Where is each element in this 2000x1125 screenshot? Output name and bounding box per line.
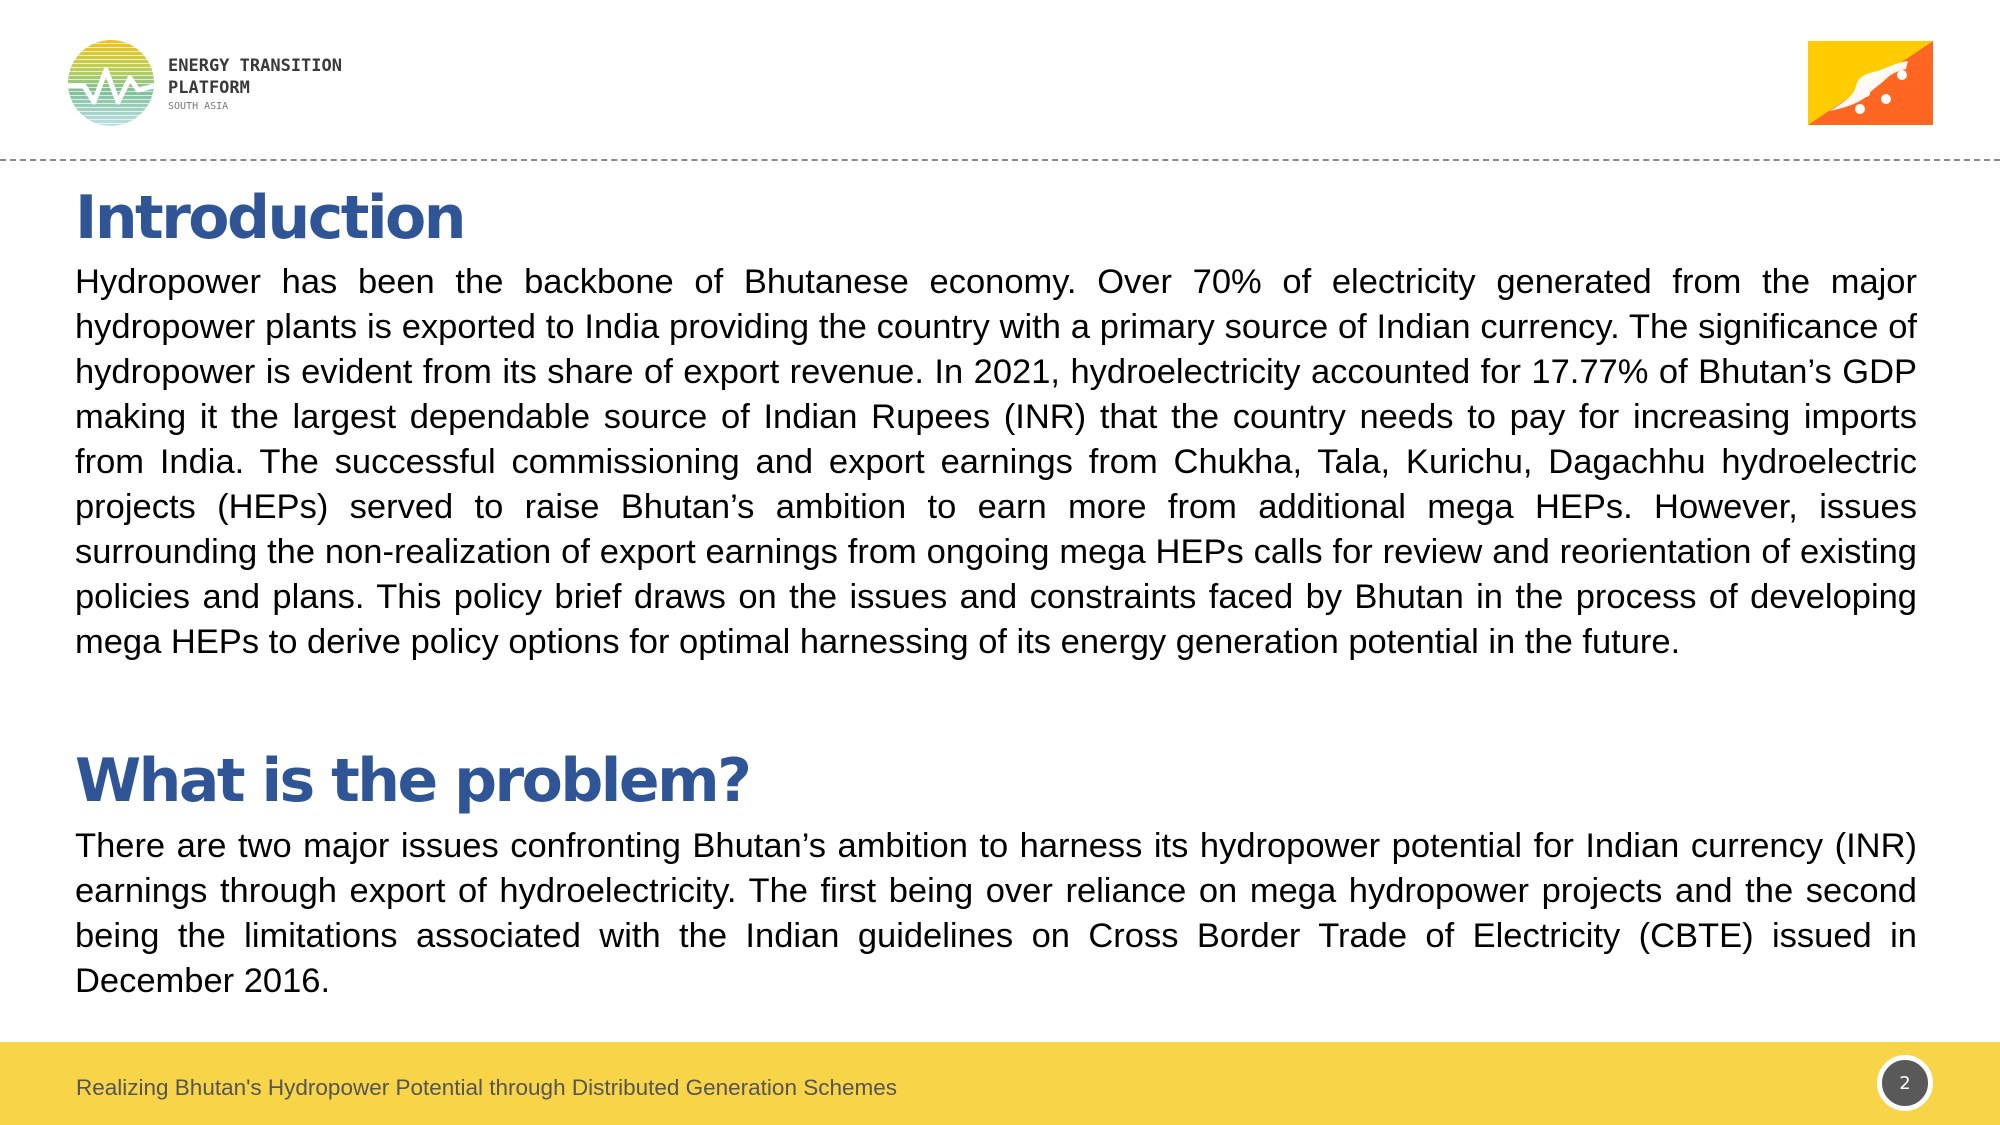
footer-bar: [0, 1042, 2000, 1125]
logo-line-3: SOUTH ASIA: [168, 100, 229, 112]
bhutan-flag-icon: [1808, 41, 1933, 125]
logo-line-1: ENERGY TRANSITION: [168, 55, 342, 76]
page-number: 2: [1877, 1055, 1933, 1111]
problem-body: There are two major issues confronting Bhutan’s ambition to harness its hydropower potential for Indian currency (INR) earnings through export of hydroelectricity. The first being over reliance on mega hydropower projects and the second being the limitations associated with the Indian guidelines on Cross Border Trade of Electricity (CBTE) issued in December 2016.: [75, 827, 1917, 1000]
energy-transition-platform-logo: [68, 40, 342, 126]
introduction-body: Hydropower has been the backbone of Bhutanese economy. Over 70% of electricity generated from the major hydropower plants is exported to India providing the country with a primary source of Indian currency. The significance of hydropower is evident from its share of export revenue. In 2021, hydroelectricity accounted for 17.77% of Bhutan’s GDP making it the largest dependable source of Indian Rupees (INR) that the country needs to pay for increasing imports from India. The successful commissioning and export earnings from Chukha, Tala, Kurichu, Dagachhu hydroelectric projects (HEPs) served to raise Bhutan’s ambition to earn more from additional mega HEPs. However, issues surrounding the non-realization of export earnings from ongoing mega HEPs calls for review and reorientation of existing policies and plans. This policy brief draws on the issues and constraints faced by Bhutan in the process of developing mega HEPs to derive policy options for optimal harnessing of its energy generation potential in the future.: [75, 263, 1917, 661]
logo-line-2: PLATFORM: [168, 77, 250, 98]
footer-title: Realizing Bhutan's Hydropower Potential through Distributed Generation Schemes: [76, 1075, 897, 1100]
section-heading-introduction: Introduction: [75, 183, 464, 253]
logo-wave-icon: [68, 40, 154, 126]
section-heading-problem: What is the problem?: [75, 746, 750, 816]
header-divider: [0, 159, 2000, 161]
